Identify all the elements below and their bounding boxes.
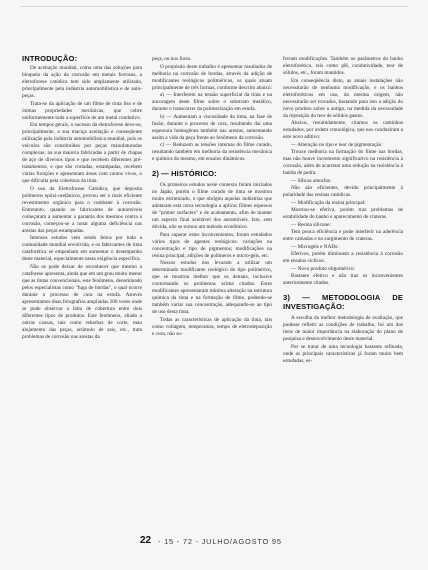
- paragraph: Trata-se da aplicação de um filme de tinta liso e de ótimas propriedades mecânicas, que cobre uniformemente toda a superfície de um metal condutivo.: [22, 100, 142, 121]
- paragraph: De aceitação mundial, como uma das soluções para bloqueio da ação da corrosão em metais ferrosos, a eletroforese catódica tem sido amplamente utilizada, principalmente pela indústria automobilística e de auto-peças.: [22, 65, 142, 99]
- list-item: — Alteração no tipo e teor de pigmentação:: [291, 141, 383, 148]
- paragraph: Intensos estudos vem sendo feitos por toda a comunidade mundial envolvida, e os fabricantes de tinta cataforética se empenham em aumentar o desempenho deste material, especialmente nesta exigência específica.: [22, 235, 142, 262]
- paragraph: Todas as características de aplicação da tinta, tais como voltagem, temperatura, tempo de eletrodeposição e cura, não so-: [152, 316, 272, 337]
- top-rule: [20, 6, 408, 7]
- list-item: — Novo produto oligomérico:: [291, 265, 356, 272]
- paragraph: A escolha da melhor metodologia de avaliação, que pudesse refletir as condições de trabalho, foi um dos itens de maior importância na elaboração do plano de pesquisa e desenvolvimento deste material.: [283, 315, 403, 342]
- column-1: [22, 54, 142, 530]
- paragraph: peça, ou nos furos.: [152, 56, 192, 62]
- list-item: — Sílicas amorfas:: [291, 177, 332, 184]
- paragraph: O propósito deste trabalho é apresentar resultados de melhoria na corrosão de bordas, através da adição de modificantes reológicos poliméricos, os quais atuam principalmente de três formas, conforme descrito abaixo:: [152, 63, 272, 91]
- paragraph: b) — Aumentam a viscosidade da tinta, na fase de fusão, durante o processo de cura, resultando daí uma espessura homogênea também nas arestas, aumentando assim a vida da peça frente ao fenômeno da corrosão.: [152, 113, 272, 141]
- list-item: — Resina silicone:: [291, 221, 331, 228]
- list-item: — Microgéis e NADs:: [291, 243, 339, 250]
- column-2: [152, 56, 272, 532]
- paragraph: Trouxe melhoria na formação do filme nas bordas, mas não houve incremento significativo na resistência à corrosão, além de acarretar uma redução na resistência à batida de pedra.: [283, 149, 403, 176]
- issue-footer: - 15 - 72 - JULHO/AGOSTO 95: [158, 537, 282, 546]
- paragraph: Mostrou-se efetiva, porém traz problemas de estabilidade do banho e aparecimento de crateras.: [283, 207, 403, 220]
- paragraph: Bastante efetivo e não traz os inconvenientes anteriormente citados.: [283, 273, 403, 286]
- paragraph: a) — Interferem na tensão superficial da tinta e na ancoragem deste filme sobre o substrato metálico, durante o transcorrer da polimerização em estufa.: [152, 92, 272, 112]
- paragraph: Nossos estudos nos levaram a utilizar um determinado modificante reológico do tipo polimérico, que se mostrou melhor que os demais, inclusive contornando os problemas acima citados. Estes modificantes apresentaram mínima alteração na estrutura química da tinta e na formação de filme, podendo-se também variar sua concentração, adequando-se ao tipo de uso desta tinta.: [152, 260, 272, 315]
- paragraph: Não se pode deixar de reconhecer que mesmo a cataforese apresenta, ainda que em um grau muito menor que as tintas convencionais, este fenômeno, denominado pelos especialistas como "fuga de bordas", o qual ocorre durante o processo de cura na estufa. Através apresentamos duas fotografias ampliadas 200 vezes onde se pode observar a falta de cobertura entre dois diferentes tipos de produtos. Este fenômeno, aliado a outras causas, tais como rebarbas de corte, mau alojamento das peças, acúmulo de sais, etc., trata problemas de corrosão nas arestas da: [22, 263, 142, 340]
- paragraph: Por se tratar de uma tecnologia bastante refinada, onde as principais características já foram muito bem estudadas, es-: [283, 343, 403, 364]
- list-item: — Modificação da resina principal:: [291, 199, 366, 206]
- paragraph: freram modificações. Também os parâmetros do banho eletroforético, tais como pH, condutividade, teor de sólidos, etc., foram mantidos.: [283, 56, 403, 76]
- paragraph: Tem pouca eficiência e pode interferir na aderência entre camadas e no surgimento de crateras.: [283, 229, 403, 242]
- paragraph: Os primeiros estudos neste contexto foram iniciados no Japão, porém o filme curado de tinta se mostrou muito estruturado, o que obrigou aquelas indústrias que adotaram esta nova tecnologia a aplicar filmes espessos de "primer surfacers" e de acabamento, afim de manter um aspecto final aceitável dos automóveis. Isto, sem dúvida, não se tornou um método econômico.: [152, 182, 272, 230]
- page-number: 22: [140, 535, 152, 546]
- paragraph: Efetivos, porém diminuem a resistência à corrosão em ensaios cíclicos.: [283, 251, 403, 264]
- column-3: [283, 56, 403, 532]
- paragraph: Em conseqüência disto, as atuais instalações não necessitarão de nenhuma modificação, e os banhos eletroforéticos em uso, da mesma origem, não necessitarão ser trocados, bastando para isto a adição do novo produto sobre o antigo, na medida da necessidade da reposição do teor de sólidos gastos.: [283, 77, 403, 119]
- paragraph: c) — Reduzem as tensões internas do filme curado, resultando também em melhoria da resistência mecânica e química do mesmo, em ensaios dinâmicos.: [152, 142, 272, 162]
- paragraph: O uso da Eletroforese Catódica, que deposita polímeros epóxi-uretânicos, provou ser o mais eficiente revestimento orgânico para o combater à corrosão. Entretanto, quando os fabricantes de automóveis começaram a aumentar a garantia dos mesmos contra a corrosão, começou-se a notar alguma deficiência nas arestas das peças estampadas.: [22, 185, 142, 234]
- heading-introducao: INTRODUÇÃO:: [22, 54, 78, 63]
- paragraph: Não são eficientes, devido principalmente à polaridade das resinas catódicas.: [283, 185, 403, 198]
- paragraph: Em tempos gerais, o sucesso da eletroforese deve-se, principalmente, a sua maciça aceitação e conseqüente utilização pela indústria automobilística mundial, pois os veículos são constituídos por peças manufaturadas complexas, na sua maioria fabricadas a partir de chapas de aço de diversos tipos e que recebem diferentes pré-tratamentos, e que são cortadas, estampadas, recebem várias furações e apresentam áreas com cantos vivos, o que dificulta pela cobertura da tinta.: [22, 122, 142, 184]
- paragraph: Para superar estes inconvenientes, foram estudados vários tipos de agentes reológicos: variações na concentração e tipo de pigmentos; modificações na resina principal; adições de polímeros e micro-géis, etc.: [152, 231, 272, 259]
- paragraph: Abaixo, resumidamente, citamos os caminhos estudados, por ordem cronológica, que nos conduziram a este novo aditivo:: [283, 120, 403, 140]
- heading-historico: 2) — HISTÓRICO:: [152, 169, 217, 178]
- heading-metodologia: 3) — METODOLOGIA DE INVESTIGAÇÃO:: [283, 293, 403, 311]
